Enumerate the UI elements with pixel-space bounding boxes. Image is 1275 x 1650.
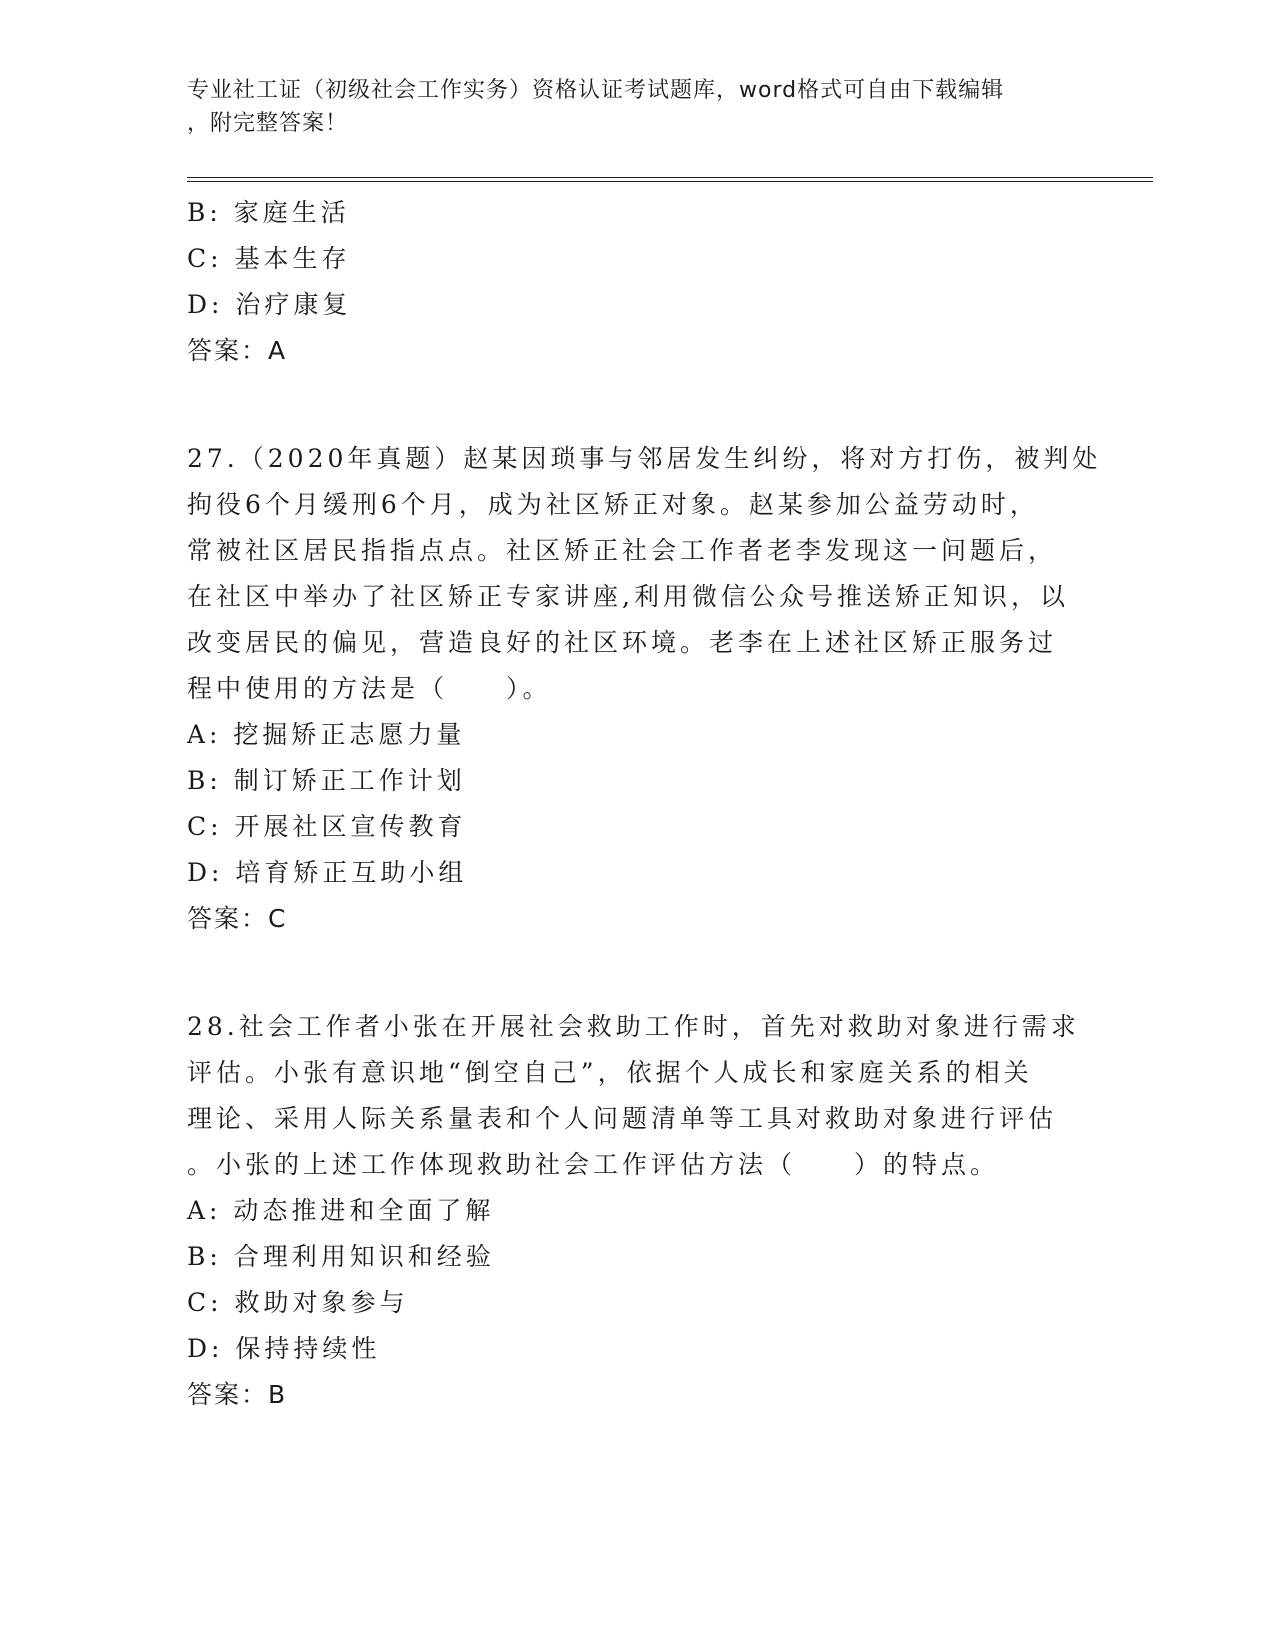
spacer xyxy=(187,942,1087,1004)
question-text-line: 常被社区居民指指点点。社区矫正社会工作者老李发现这一问题后， xyxy=(187,536,1058,565)
question-text-line: 程中使用的方法是（ ）。 xyxy=(187,674,552,703)
option-b: B: 制订矫正工作计划 xyxy=(187,766,466,795)
answer-line: 答案：C xyxy=(187,904,288,933)
question-27 xyxy=(187,436,1102,942)
option-d: D: 培育矫正互助小组 xyxy=(187,858,468,887)
question-text-line: 28.社会工作者小张在开展社会救助工作时，首先对救助对象进行需求 xyxy=(187,1012,1080,1041)
page-header xyxy=(187,74,1067,140)
question-text-line: 在社区中举办了社区矫正专家讲座,利用微信公众号推送矫正知识，以 xyxy=(187,582,1069,611)
option-c: C: 基本生存 xyxy=(187,244,351,273)
option-c: C: 救助对象参与 xyxy=(187,1288,409,1317)
question-text-line: 评估。小张有意识地“倒空自己”，依据个人成长和家庭关系的相关 xyxy=(187,1058,1033,1087)
question-text-line: 27.（2020年真题）赵某因琐事与邻居发生纠纷，将对方打伤，被判处 xyxy=(187,444,1102,473)
question-text-line: 改变居民的偏见，营造良好的社区环境。老李在上述社区矫正服务过 xyxy=(187,628,1058,657)
spacer xyxy=(187,374,1087,436)
header-divider-bottom xyxy=(187,181,1153,182)
answer-line: 答案：A xyxy=(187,336,288,365)
option-a: A: 动态推进和全面了解 xyxy=(187,1196,495,1225)
option-d: D: 治疗康复 xyxy=(187,290,352,319)
question-content xyxy=(187,190,1102,1418)
question-text-line: 理论、采用人际关系量表和个人问题清单等工具对救助对象进行评估 xyxy=(187,1104,1058,1133)
option-d: D: 保持持续性 xyxy=(187,1334,381,1363)
question-text-line: 。小张的上述工作体现救助社会工作评估方法（ ）的特点。 xyxy=(187,1150,1000,1179)
header-divider-top xyxy=(187,177,1153,178)
option-c: C: 开展社区宣传教育 xyxy=(187,812,467,841)
question-text-line: 拘役6个月缓刑6个月，成为社区矫正对象。赵某参加公益劳动时， xyxy=(187,490,1039,519)
question-26 xyxy=(187,190,1087,374)
answer-line: 答案：B xyxy=(187,1380,288,1409)
option-b: B: 家庭生活 xyxy=(187,198,350,227)
header-title-line-1: 专业社工证（初级社会工作实务）资格认证考试题库，word格式可自由下载编辑 xyxy=(187,78,1005,103)
header-title-line-2: ，附完整答案！ xyxy=(187,111,349,136)
option-a: A: 挖掘矫正志愿力量 xyxy=(187,720,466,749)
question-28 xyxy=(187,1004,1087,1418)
option-b: B: 合理利用知识和经验 xyxy=(187,1242,495,1271)
